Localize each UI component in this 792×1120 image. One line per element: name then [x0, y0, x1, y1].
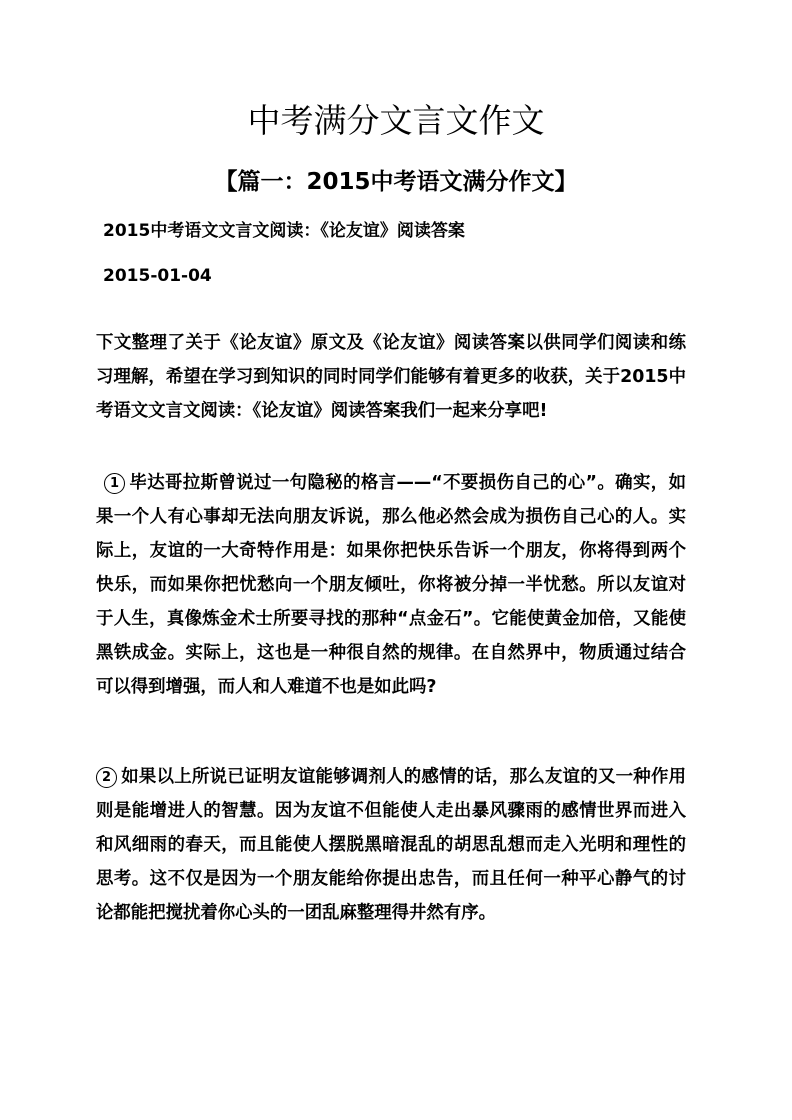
- section-2-paragraph: [96, 760, 686, 930]
- section-1-text: 毕达哥拉斯曾说过一句隐秘的格言——“不要损伤自己的心”。确实，如果一个人有心事却无法向朋友诉说，那么他必然会成为损伤自己心的人。实际上，友谊的一大奇特作用是：如果你把快乐告诉一个朋友，你将得到两个快乐，而如果你把忧愁向一个朋友倾吐，你将被分掉一半忧愁。所以友谊对于人生，真像炼金术士所要寻找的那种“点金石”。它能使黄金加倍，又能使黑铁成金。实际上，这也是一种很自然的规律。在自然界中，物质通过结合可以得到增强，而人和人难道不也是如此吗?: [96, 473, 686, 697]
- article-heading: 2015中考语文文言文阅读：《论友谊》阅读答案: [103, 221, 465, 241]
- intro-paragraph: 下文整理了关于《论友谊》原文及《论友谊》阅读答案以供同学们阅读和练习理解，希望在学习到知识的同时同学们能够有着更多的收获，关于2015中考语文文言文阅读：《论友谊》阅读答案我们一起来分享吧!: [96, 333, 686, 421]
- document-subtitle: 【篇一：2015中考语文满分作文】: [214, 169, 578, 195]
- section-2-text: 如果以上所说已证明友谊能够调剂人的感情的话，那么友谊的又一种作用则是能增进人的智慧。因为友谊不但能使人走出暴风骤雨的感情世界而进入和风细雨的春天，而且能使人摆脱黑暗混乱的胡思乱想而走入光明和理性的思考。这不仅是因为一个朋友能给你提出忠告，而且任何一种平心静气的讨论都能把搅扰着你心头的一团乱麻整理得井然有序。: [96, 767, 686, 923]
- section-1-paragraph: [96, 466, 686, 704]
- section-1-number-badge: 1: [104, 473, 125, 494]
- article-date: 2015-01-04: [103, 266, 212, 286]
- document-title: 中考满分文言文作文: [247, 101, 545, 140]
- section-2-number-badge: 2: [96, 767, 117, 788]
